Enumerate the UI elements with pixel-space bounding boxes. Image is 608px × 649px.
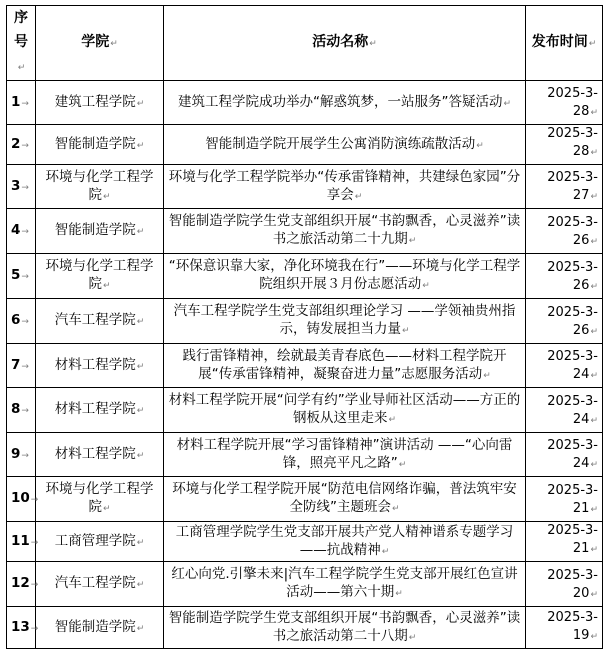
header-row — [7, 6, 603, 81]
row-title: 智能制造学院学生党支部组织开展“书韵飘香，心灵滋养”读书之旅活动第二十八期↵ — [164, 607, 526, 649]
table-row — [7, 344, 603, 388]
row-num: 1→ — [7, 81, 36, 125]
table-row — [7, 209, 603, 254]
row-title: 建筑工程学院成功举办“解惑筑梦，一站服务”答疑活动↵ — [164, 81, 526, 125]
row-title: “环保意识靠大家，净化环境我在行”——环境与化学工程学院组织开展３月份志愿活动↵ — [164, 254, 526, 299]
paragraph-mark-icon: ↵ — [483, 370, 491, 381]
row-date: 2025-3-19↵ — [526, 607, 603, 649]
paragraph-mark-icon: ↵ — [408, 236, 417, 246]
row-num: 5→ — [7, 254, 36, 299]
paragraph-mark-icon: ↵ — [102, 281, 111, 291]
row-date: 2025-3-21↵ — [526, 522, 603, 562]
table-row — [7, 165, 603, 209]
row-college: 材料工程学院↵ — [36, 388, 164, 433]
paragraph-mark-icon: ↵ — [422, 281, 430, 291]
paragraph-mark-icon: ↵ — [590, 237, 598, 247]
paragraph-mark-icon: ↵ — [136, 537, 145, 548]
row-num: 2→ — [7, 125, 36, 165]
paragraph-mark-icon: ↵ — [354, 191, 363, 202]
paragraph-mark-icon: ↵ — [590, 327, 598, 337]
paragraph-mark-icon: ↵ — [136, 580, 145, 590]
row-date: 2025-3-26↵ — [526, 254, 603, 299]
row-college: 材料工程学院↵ — [36, 344, 164, 388]
paragraph-mark-icon: ↵ — [136, 450, 145, 461]
arrow-mark-icon: → — [21, 450, 29, 461]
row-num: 13→ — [7, 607, 36, 649]
row-date: 2025-3-26↵ — [526, 209, 603, 254]
row-num: 3→ — [7, 165, 36, 209]
paragraph-mark-icon: ↵ — [136, 227, 145, 237]
paragraph-mark-icon: ↵ — [102, 191, 111, 202]
paragraph-mark-icon: ↵ — [401, 326, 410, 336]
row-title: 环境与化学工程学院举办“传承雷锋精神，共建绿色家园”分享会↵ — [164, 165, 526, 209]
row-title: 环境与化学工程学院开展“防范电信网络诈骗，普法筑牢安全防线”主题班会↵ — [164, 477, 526, 522]
row-college: 环境与化学工程学院↵ — [36, 254, 164, 299]
row-date: 2025-3-27↵ — [526, 165, 603, 209]
paragraph-mark-icon: ↵ — [102, 504, 111, 514]
arrow-mark-icon: → — [21, 182, 29, 193]
arrow-mark-icon: → — [30, 623, 39, 634]
row-college: 环境与化学工程学院↵ — [36, 165, 164, 209]
paragraph-mark-icon: ↵ — [590, 590, 598, 600]
table-row — [7, 299, 603, 344]
row-college: 智能制造学院↵ — [36, 125, 164, 165]
arrow-mark-icon: → — [30, 495, 39, 505]
table-row — [7, 433, 603, 477]
activity-table — [6, 5, 603, 649]
row-date: 2025-3-24↵ — [526, 388, 603, 433]
paragraph-mark-icon: ↵ — [590, 192, 598, 202]
table-row — [7, 522, 603, 562]
paragraph-mark-icon: ↵ — [136, 98, 145, 109]
header-date: 发布时间↵ — [526, 6, 603, 81]
paragraph-mark-icon: ↵ — [408, 632, 417, 643]
paragraph-mark-icon: ↵ — [590, 416, 598, 426]
arrow-mark-icon: → — [21, 406, 29, 416]
row-date: 2025-3-28↵ — [526, 81, 603, 125]
row-college: 智能制造学院↵ — [36, 209, 164, 254]
row-num: 4→ — [7, 209, 36, 254]
arrow-mark-icon: → — [21, 140, 29, 151]
row-college: 汽车工程学院↵ — [36, 299, 164, 344]
header-num: 序号↵ — [7, 6, 36, 81]
table-row — [7, 81, 603, 125]
table-row — [7, 254, 603, 299]
table-row — [7, 477, 603, 522]
paragraph-mark-icon: ↵ — [136, 361, 145, 372]
row-title: 践行雷锋精神，绘就最美青春底色——材料工程学院开展“传承雷锋精神，凝聚奋进力量”志愿服务活动↵ — [164, 344, 526, 388]
row-date: 2025-3-24↵ — [526, 433, 603, 477]
paragraph-mark-icon: ↵ — [590, 108, 598, 118]
row-college: 智能制造学院↵ — [36, 607, 164, 649]
header-title: 活动名称↵ — [164, 6, 526, 81]
paragraph-mark-icon: ↵ — [590, 632, 598, 642]
row-college: 建筑工程学院↵ — [36, 81, 164, 125]
arrow-mark-icon: → — [21, 361, 29, 372]
arrow-mark-icon: → — [30, 537, 39, 548]
row-title: 智能制造学院学生党支部组织开展“书韵飘香，心灵滋养”读书之旅活动第二十九期↵ — [164, 209, 526, 254]
paragraph-mark-icon: ↵ — [391, 504, 400, 514]
arrow-mark-icon: → — [21, 98, 29, 109]
row-college: 环境与化学工程学院↵ — [36, 477, 164, 522]
paragraph-mark-icon: ↵ — [388, 415, 397, 425]
row-title: 材料工程学院开展“学习雷锋精神”演讲活动 ——“心向雷锋，照亮平凡之路”↵ — [164, 433, 526, 477]
paragraph-mark-icon: ↵ — [136, 406, 145, 416]
table-row — [7, 125, 603, 165]
table-row — [7, 562, 603, 607]
paragraph-mark-icon: ↵ — [136, 623, 145, 634]
row-num: 10→ — [7, 477, 36, 522]
row-title: 红心向党.引擎未来|汽车工程学院学生党支部开展红色宣讲活动——第六十期↵ — [164, 562, 526, 607]
row-num: 7→ — [7, 344, 36, 388]
row-title: 工商管理学院学生党支部开展共产党人精神谱系专题学习——抗战精神↵ — [164, 522, 526, 562]
paragraph-mark-icon: ↵ — [476, 140, 484, 151]
paragraph-mark-icon: ↵ — [381, 546, 390, 557]
paragraph-mark-icon: ↵ — [395, 589, 403, 599]
row-college: 材料工程学院↵ — [36, 433, 164, 477]
paragraph-mark-icon: ↵ — [590, 505, 598, 515]
arrow-mark-icon: → — [21, 227, 29, 237]
paragraph-mark-icon: ↵ — [590, 282, 598, 292]
header-college: 学院↵ — [36, 6, 164, 81]
row-title: 智能制造学院开展学生公寓消防演练疏散活动↵ — [164, 125, 526, 165]
paragraph-mark-icon: ↵ — [590, 148, 598, 158]
row-num: 11→ — [7, 522, 36, 562]
row-college: 工商管理学院↵ — [36, 522, 164, 562]
row-num: 9→ — [7, 433, 36, 477]
row-title: 材料工程学院开展“问学有约”学业导师社区活动——方正的钢板从这里走来↵ — [164, 388, 526, 433]
row-college: 汽车工程学院↵ — [36, 562, 164, 607]
row-title: 汽车工程学院学生党支部组织理论学习 ——学领袖贵州指示，铸发展担当力量↵ — [164, 299, 526, 344]
arrow-mark-icon: → — [30, 580, 39, 590]
row-num: 6→ — [7, 299, 36, 344]
row-date: 2025-3-21↵ — [526, 477, 603, 522]
paragraph-mark-icon: ↵ — [503, 98, 512, 109]
paragraph-mark-icon: ↵ — [590, 545, 598, 555]
table-row — [7, 607, 603, 649]
paragraph-mark-icon: ↵ — [136, 140, 145, 151]
paragraph-mark-icon: ↵ — [136, 317, 145, 327]
row-num: 8→ — [7, 388, 36, 433]
row-date: 2025-3-26↵ — [526, 299, 603, 344]
row-date: 2025-3-28↵ — [526, 125, 603, 165]
row-date: 2025-3-20↵ — [526, 562, 603, 607]
arrow-mark-icon: → — [21, 317, 29, 327]
paragraph-mark-icon: ↵ — [398, 459, 407, 470]
arrow-mark-icon: → — [21, 272, 29, 282]
row-date: 2025-3-24↵ — [526, 344, 603, 388]
paragraph-mark-icon: ↵ — [590, 460, 598, 470]
paragraph-mark-icon: ↵ — [590, 371, 598, 381]
table-row — [7, 388, 603, 433]
row-num: 12→ — [7, 562, 36, 607]
